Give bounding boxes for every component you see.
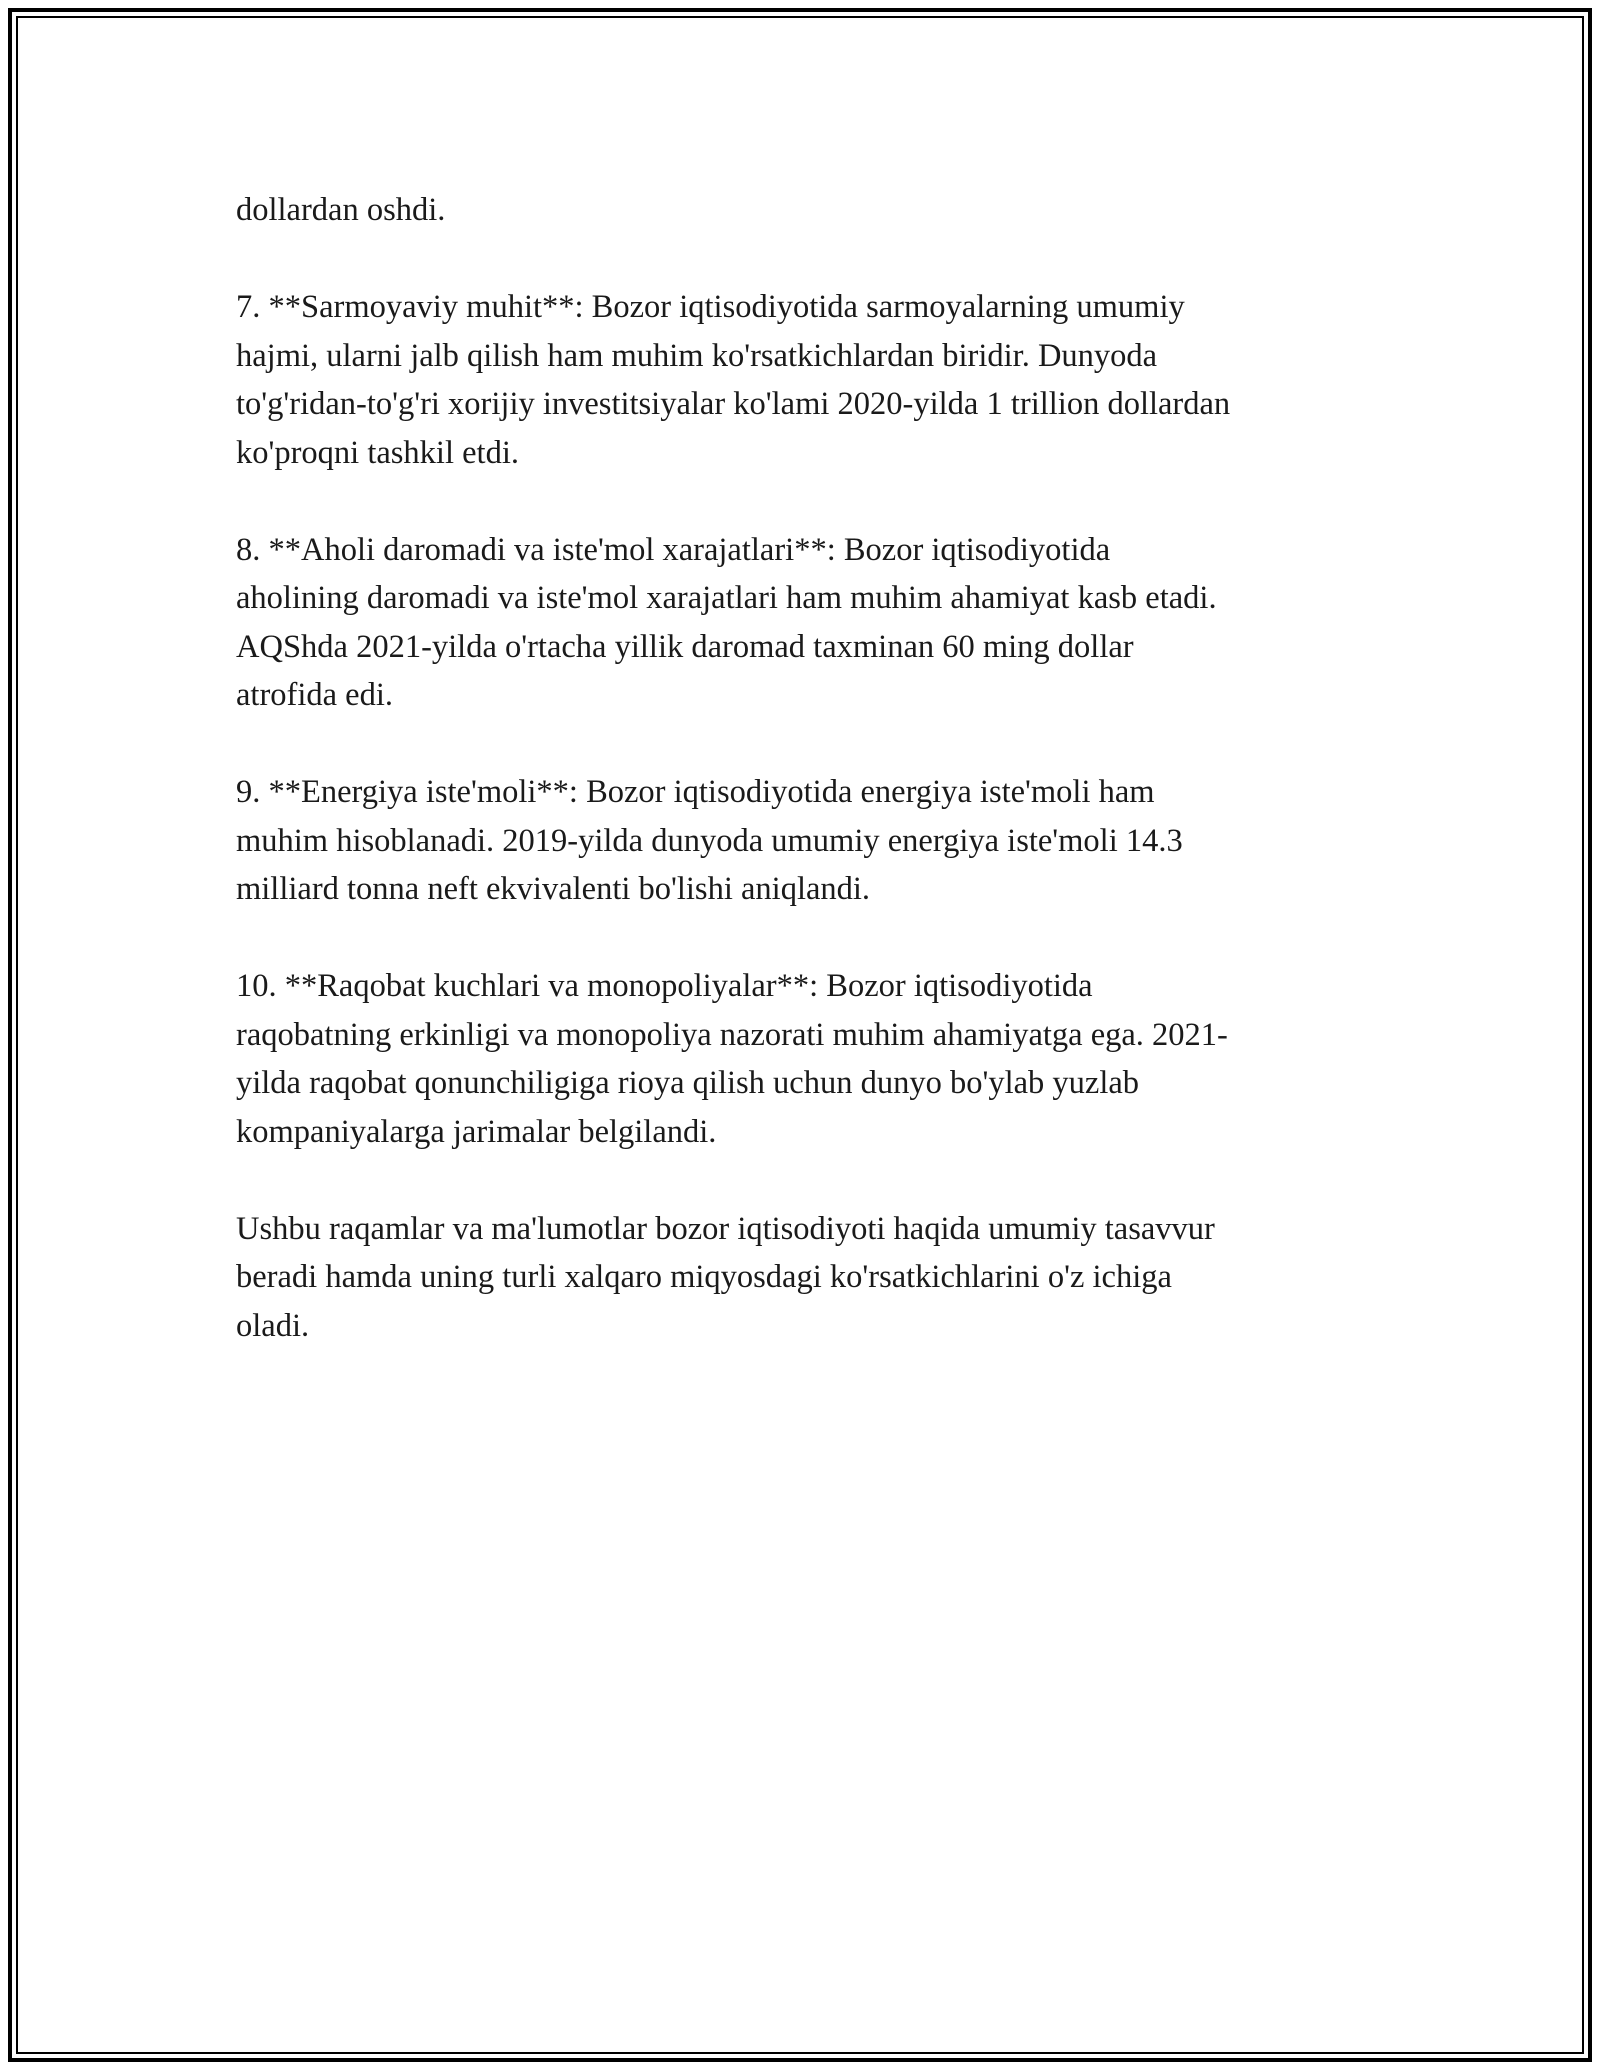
text-line: yilda raqobat qonunchiligiga rioya qilish uchun dunyo bo'ylab yuzlab — [236, 1065, 1140, 1101]
paragraph-item-7 — [236, 283, 1360, 477]
text-line: 7. **Sarmoyaviy muhit**: Bozor iqtisodiyotida sarmoyalarning umumiy — [236, 289, 1185, 325]
paragraph-conclusion — [236, 1205, 1360, 1351]
text-line: dollardan oshdi. — [236, 192, 446, 228]
document-body — [236, 186, 1360, 1399]
paragraph-item-10 — [236, 962, 1360, 1156]
text-line: kompaniyalarga jarimalar belgilandi. — [236, 1113, 717, 1150]
text-line: AQShda 2021-yilda o'rtacha yillik daromad taxminan 60 ming dollar — [236, 628, 1134, 665]
text-line: 8. **Aholi daromadi va iste'mol xarajatlari**: Bozor iqtisodiyotida — [236, 531, 1111, 568]
text-line: 9. **Energiya iste'moli**: Bozor iqtisodiyotida energiya iste'moli ham — [236, 774, 1155, 810]
text-line: Ushbu raqamlar va ma'lumotlar bozor iqtisodiyoti haqida umumiy tasavvur — [236, 1210, 1215, 1247]
text-line: oladi. — [236, 1307, 310, 1344]
text-line: to'g'ridan-to'g'ri xorijiy investitsiyalar ko'lami 2020-yilda 1 trillion dollardan — [236, 386, 1231, 422]
text-line: aholining daromadi va iste'mol xarajatlari ham muhim ahamiyat kasb etadi. — [236, 580, 1217, 616]
text-line: raqobatning erkinligi va monopoliya nazorati muhim ahamiyatga ega. 2021- — [236, 1016, 1228, 1053]
text-line: muhim hisoblanadi. 2019-yilda dunyoda umumiy energiya iste'moli 14.3 — [236, 822, 1183, 859]
text-line: beradi hamda uning turli xalqaro miqyosdagi ko'rsatkichlarini o'z ichiga — [236, 1259, 1172, 1295]
text-line: ko'proqni tashkil etdi. — [236, 434, 519, 471]
text-line: 10. **Raqobat kuchlari va monopoliyalar**: Bozor iqtisodiyotida — [236, 968, 1093, 1004]
paragraph-item-8 — [236, 526, 1360, 720]
paragraph-continuation — [236, 186, 1360, 235]
text-line: atrofida edi. — [236, 677, 394, 713]
text-line: hajmi, ularni jalb qilish ham muhim ko'rsatkichlardan biridir. Dunyoda — [236, 337, 1158, 374]
text-line: milliard tonna neft ekvivalenti bo'lishi aniqlandi. — [236, 871, 871, 907]
paragraph-item-9 — [236, 768, 1360, 914]
